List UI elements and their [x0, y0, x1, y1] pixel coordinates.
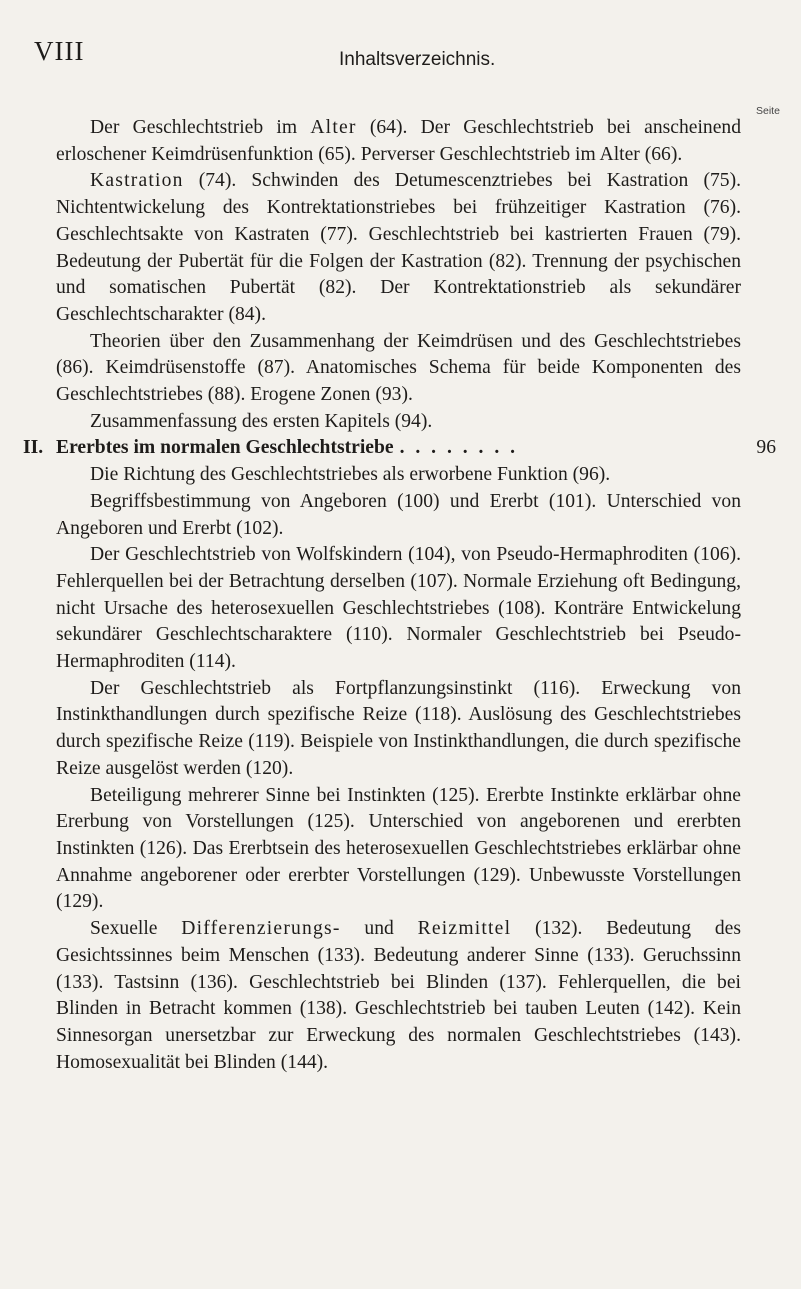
toc-paragraph: [56, 916, 741, 1076]
toc-paragraph: [56, 676, 741, 783]
toc-text: (132). Bedeutung des Gesichtssinnes beim Menschen (133). Bedeutung anderer Sinne (133). Geruchssinn (133). Tastsinn (136). Geschlechtstrieb bei Blinden (137). Fehlerquellen, die bei Blinden in Betracht kommen (138). Geschlechtstrieb bei tauben Leuten (142). Kein Sinnesorgan unersetzbar zur Erweckung des normalen Geschlechtstriebes (143). Homosexualität bei Blinden (144).: [56, 918, 742, 1073]
spaced-keyword: Differenzierungs-: [181, 918, 341, 940]
toc-paragraph: [56, 329, 741, 409]
section-title: Ererbtes im normalen Geschlechtstriebe: [56, 437, 394, 459]
toc-text: Beteiligung mehrerer Sinne bei Instinkten (125). Ererbte Instinkte erklärbar ohne Ererbung von Vorstellungen (125). Unterschied von angeborenen und ererbten Instinkten (126). Das Ererbtsein des heterosexuellen Geschlechtstriebes erklärbar ohne Annahme angeborener oder ererbter Vorstellungen (129). Unbewusste Vorstellungen (129).: [56, 784, 741, 913]
section-page-number: 96: [756, 437, 776, 459]
toc-paragraph: [56, 115, 741, 168]
toc-paragraph: [56, 462, 741, 489]
toc-text: Zusammenfassung des ersten Kapitels (94).: [90, 410, 433, 432]
toc-paragraph: [56, 168, 741, 328]
toc-text: Der Geschlechtstrieb von Wolfskindern (104), von Pseudo-Hermaphroditen (106). Fehlerquellen bei der Betrachtung derselben (107). Normale Erziehung oft Bedingung, nicht Ursache des heterosexuellen Geschlechtstriebes (108). Konträre Entwickelung sekundärer Geschlechtscharaktere (110). Normaler Geschlechtstrieb bei Pseudo-Hermaphroditen (114).: [56, 544, 741, 673]
toc-paragraph: [56, 489, 741, 542]
toc-text: und: [340, 918, 418, 940]
page-number-roman: VIII: [34, 36, 85, 66]
toc-text: (74). Schwinden des Detumescenztriebes bei Kastration (75). Nichtentwickelung des Kontrektationstriebes bei frühzeitiger Kastration (76). Geschlechtsakte von Kastraten (77). Geschlechtstrieb bei kastrierten Frauen (79). Bedeutung der Pubertät für die Folgen der Kastration (82). Trennung der psychischen und somatischen Pubertät (82). Der Kontrektationstrieb als sekundärer Geschlechtscharakter (84).: [56, 170, 741, 325]
toc-paragraph: [56, 542, 741, 676]
spaced-keyword: Reizmittel: [417, 918, 512, 940]
section-number: II.: [23, 437, 44, 459]
running-head: Inhaltsverzeichnis.: [339, 49, 496, 70]
toc-text: Begriffsbestimmung von Angeboren (100) und Ererbt (101). Unterschied von Angeboren und Ererbt (102).: [56, 490, 741, 539]
toc-paragraph: [56, 783, 741, 917]
toc-text: Sexuelle: [90, 918, 182, 940]
toc-text: Die Richtung des Geschlechtstriebes als erworbene Funktion (96).: [90, 464, 611, 486]
toc-paragraph: [56, 409, 741, 436]
toc-text: (64). Der Geschlechtstrieb bei anscheinend erloschener Keimdrüsenfunktion (65). Perverser Geschlechtstrieb im Alter (66).: [56, 117, 742, 165]
spaced-keyword: Kastration: [90, 170, 184, 192]
toc-text: Theorien über den Zusammenhang der Keimdrüsen und des Geschlechtstriebes (86). Keimdrüsenstoffe (87). Anatomisches Schema für beide Komponenten des Geschlechtstriebes (88). Erogene Zonen (93).: [56, 330, 741, 406]
toc-text: Der Geschlechtstrieb im: [90, 117, 311, 138]
toc-body: [23, 115, 776, 1076]
toc-text: Der Geschlechtstrieb als Fortpflanzungsinstinkt (116). Erweckung von Instinkthandlungen durch spezifische Reize (118). Auslösung des Geschlechtstriebes durch spezifische Reize (119). Beispiele von Instinkthandlungen, die durch spezifische Reize ausgelöst werden (120).: [56, 677, 741, 779]
spaced-keyword: Alter: [310, 117, 357, 138]
toc-section-heading: [23, 435, 776, 462]
seite-label: Seite: [756, 105, 780, 117]
leader-dots: . . . . . . . .: [399, 437, 519, 459]
